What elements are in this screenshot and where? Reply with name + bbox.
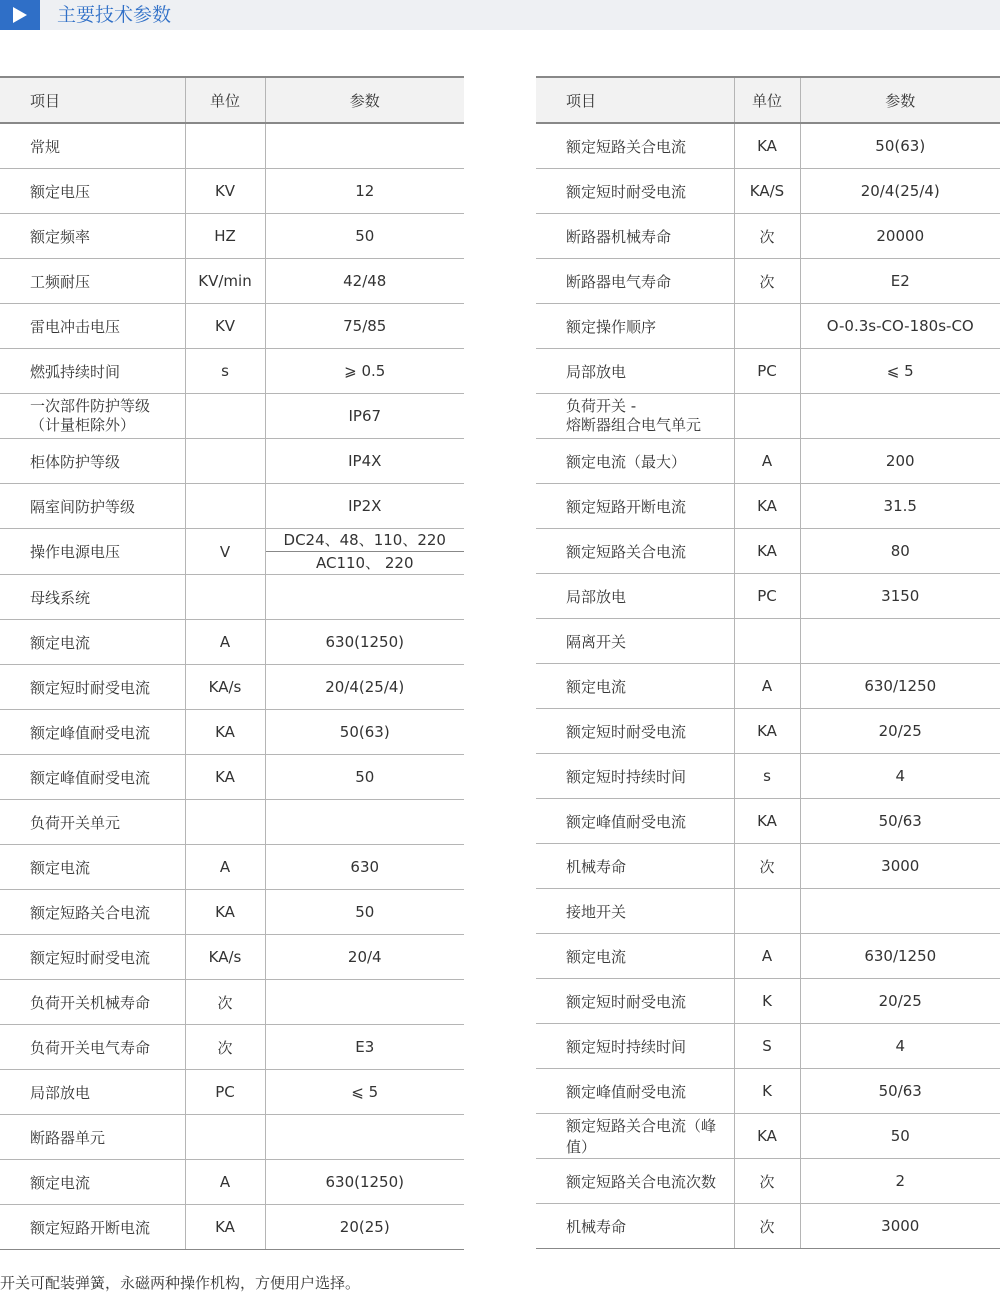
table-row xyxy=(536,169,1000,214)
unit-cell: KA xyxy=(185,890,265,935)
item-cell: 局部放电 xyxy=(0,1070,185,1115)
table-row xyxy=(0,1205,464,1250)
table-row xyxy=(0,845,464,890)
unit-cell: KA xyxy=(734,529,800,574)
param-cell: 50/63 xyxy=(800,799,1000,844)
param-cell: O-0.3s-CO-180s-CO xyxy=(800,304,1000,349)
unit-cell: 次 xyxy=(734,1204,800,1249)
unit-cell: PC xyxy=(185,1070,265,1115)
table-row xyxy=(0,439,464,484)
table-row xyxy=(536,664,1000,709)
item-cell: 额定短时持续时间 xyxy=(536,754,734,799)
play-triangle-icon xyxy=(12,6,28,24)
item-cell: 母线系统 xyxy=(0,575,185,620)
param-cell: IP2X xyxy=(265,484,464,529)
unit-cell: s xyxy=(185,349,265,394)
table-row xyxy=(536,574,1000,619)
column-header-unit: 单位 xyxy=(734,77,800,123)
unit-cell: KA xyxy=(185,1205,265,1250)
param-cell: 4 xyxy=(800,754,1000,799)
unit-cell: 次 xyxy=(734,214,800,259)
unit-cell: s xyxy=(734,754,800,799)
unit-cell: KV xyxy=(185,304,265,349)
param-cell xyxy=(800,394,1000,439)
item-cell: 燃弧持续时间 xyxy=(0,349,185,394)
unit-cell: A xyxy=(185,845,265,890)
param-cell: E3 xyxy=(265,1025,464,1070)
param-cell xyxy=(265,575,464,620)
param-cell: 50/63 xyxy=(800,1069,1000,1114)
param-cell xyxy=(800,889,1000,934)
unit-cell: KA xyxy=(734,1114,800,1159)
param-cell: 50 xyxy=(800,1114,1000,1159)
unit-cell: PC xyxy=(734,574,800,619)
param-cell: 20000 xyxy=(800,214,1000,259)
column-header-param: 参数 xyxy=(265,77,464,123)
item-cell: 额定电流（最大） xyxy=(536,439,734,484)
item-cell: 额定短路关合电流（峰值） xyxy=(536,1114,734,1159)
table-row xyxy=(536,439,1000,484)
table-row xyxy=(536,1114,1000,1159)
footnote: 开关可配装弹簧，永磁两种操作机构，方便用户选择。 xyxy=(0,1274,361,1292)
param-line: AC110、 220 xyxy=(266,551,465,574)
item-cell: 负荷开关单元 xyxy=(0,800,185,845)
unit-cell: KV/min xyxy=(185,259,265,304)
param-cell: 20/25 xyxy=(800,709,1000,754)
unit-cell xyxy=(185,575,265,620)
table-row xyxy=(0,890,464,935)
unit-cell: 次 xyxy=(734,259,800,304)
item-cell: 额定短路关合电流 xyxy=(536,529,734,574)
item-cell: 额定短时耐受电流 xyxy=(536,169,734,214)
param-cell: E2 xyxy=(800,259,1000,304)
table-row xyxy=(536,889,1000,934)
table-row xyxy=(0,1115,464,1160)
table-row xyxy=(536,844,1000,889)
param-cell: 20/4 xyxy=(265,935,464,980)
multiline-label: 负荷开关 - 熔断器组合电气单元 xyxy=(566,397,702,434)
unit-cell: K xyxy=(734,1069,800,1114)
unit-cell: 次 xyxy=(734,1159,800,1204)
table-row xyxy=(536,304,1000,349)
param-line: DC24、48、110、220 xyxy=(283,531,446,549)
item-cell: 负荷开关机械寿命 xyxy=(0,980,185,1025)
table-row xyxy=(536,123,1000,169)
item-cell: 额定电流 xyxy=(0,845,185,890)
table-row xyxy=(0,214,464,259)
item-cell: 额定短时耐受电流 xyxy=(536,979,734,1024)
item-cell: 额定电流 xyxy=(0,1160,185,1205)
item-cell: 额定短时耐受电流 xyxy=(536,709,734,754)
unit-cell xyxy=(185,1115,265,1160)
param-cell: IP67 xyxy=(265,394,464,439)
table-row xyxy=(536,214,1000,259)
unit-cell: KA xyxy=(734,709,800,754)
table-row xyxy=(0,800,464,845)
param-cell: 80 xyxy=(800,529,1000,574)
item-cell: 断路器单元 xyxy=(0,1115,185,1160)
table-row xyxy=(536,1159,1000,1204)
table-row xyxy=(0,1160,464,1205)
item-cell: 机械寿命 xyxy=(536,1204,734,1249)
unit-cell: KV xyxy=(185,169,265,214)
item-cell: 额定峰值耐受电流 xyxy=(536,799,734,844)
table-row xyxy=(536,349,1000,394)
table-row xyxy=(536,1069,1000,1114)
param-cell xyxy=(265,123,464,169)
param-cell: 3150 xyxy=(800,574,1000,619)
table-row xyxy=(0,304,464,349)
item-cell: 额定短路关合电流 xyxy=(536,123,734,169)
param-cell: 630(1250) xyxy=(265,1160,464,1205)
table-row xyxy=(0,980,464,1025)
section-title: 主要技术参数 xyxy=(57,4,172,26)
item-cell: 额定峰值耐受电流 xyxy=(0,755,185,800)
item-cell: 接地开关 xyxy=(536,889,734,934)
section-badge xyxy=(0,0,40,30)
unit-cell xyxy=(185,394,265,439)
param-cell: 20(25) xyxy=(265,1205,464,1250)
table-row xyxy=(536,799,1000,844)
item-cell: 额定电流 xyxy=(536,664,734,709)
param-cell: 50(63) xyxy=(265,710,464,755)
item-cell: 断路器机械寿命 xyxy=(536,214,734,259)
table-row xyxy=(536,1024,1000,1069)
table-row xyxy=(0,259,464,304)
item-cell: 局部放电 xyxy=(536,574,734,619)
item-cell: 额定短路关合电流 xyxy=(0,890,185,935)
param-cell: 630 xyxy=(265,845,464,890)
table-row xyxy=(0,349,464,394)
param-cell: 50 xyxy=(265,755,464,800)
unit-cell xyxy=(734,394,800,439)
table-row xyxy=(0,1070,464,1115)
table-row xyxy=(536,754,1000,799)
unit-cell: KA/s xyxy=(185,665,265,710)
item-cell: 断路器电气寿命 xyxy=(536,259,734,304)
table-row xyxy=(0,935,464,980)
item-cell: 隔离开关 xyxy=(536,619,734,664)
unit-cell: PC xyxy=(734,349,800,394)
param-cell: 12 xyxy=(265,169,464,214)
param-cell: 630/1250 xyxy=(800,664,1000,709)
param-cell xyxy=(265,1115,464,1160)
unit-cell: 次 xyxy=(734,844,800,889)
param-cell: IP4X xyxy=(265,439,464,484)
unit-cell: A xyxy=(185,1160,265,1205)
unit-cell: KA/S xyxy=(734,169,800,214)
table-row xyxy=(0,394,464,439)
unit-cell: KA xyxy=(734,484,800,529)
item-cell: 机械寿命 xyxy=(536,844,734,889)
param-cell: ⩾ 0.5 xyxy=(265,349,464,394)
column-header-unit: 单位 xyxy=(185,77,265,123)
item-cell: 额定短路开断电流 xyxy=(536,484,734,529)
section-header xyxy=(0,0,1000,30)
param-cell: 75/85 xyxy=(265,304,464,349)
param-cell: ⩽ 5 xyxy=(265,1070,464,1115)
param-cell: 630/1250 xyxy=(800,934,1000,979)
column-header-item: 项目 xyxy=(0,77,185,123)
unit-cell xyxy=(185,123,265,169)
table-row xyxy=(0,123,464,169)
item-cell: 额定频率 xyxy=(0,214,185,259)
item-cell: 负荷开关电气寿命 xyxy=(0,1025,185,1070)
item-cell xyxy=(0,394,185,439)
unit-cell: HZ xyxy=(185,214,265,259)
param-cell: 31.5 xyxy=(800,484,1000,529)
item-cell: 额定短路开断电流 xyxy=(0,1205,185,1250)
table-header-row xyxy=(0,77,464,123)
table-row xyxy=(536,934,1000,979)
item-cell: 额定短时耐受电流 xyxy=(0,665,185,710)
param-cell: 630(1250) xyxy=(265,620,464,665)
param-cell: 200 xyxy=(800,439,1000,484)
param-cell: 50 xyxy=(265,890,464,935)
table-row xyxy=(536,979,1000,1024)
table-row xyxy=(536,1204,1000,1249)
table-row xyxy=(536,484,1000,529)
table-row xyxy=(0,169,464,214)
item-cell: 柜体防护等级 xyxy=(0,439,185,484)
param-cell: 20/4(25/4) xyxy=(800,169,1000,214)
unit-cell xyxy=(185,484,265,529)
unit-cell: A xyxy=(185,620,265,665)
param-cell: 20/4(25/4) xyxy=(265,665,464,710)
unit-cell xyxy=(734,889,800,934)
column-header-param: 参数 xyxy=(800,77,1000,123)
unit-cell xyxy=(734,304,800,349)
item-cell: 额定短时耐受电流 xyxy=(0,935,185,980)
unit-cell: 次 xyxy=(185,980,265,1025)
item-cell: 额定峰值耐受电流 xyxy=(536,1069,734,1114)
unit-cell: KA xyxy=(185,755,265,800)
item-cell: 额定操作顺序 xyxy=(536,304,734,349)
param-cell xyxy=(265,529,464,575)
item-cell: 操作电源电压 xyxy=(0,529,185,575)
item-cell: 雷电冲击电压 xyxy=(0,304,185,349)
column-header-item: 项目 xyxy=(536,77,734,123)
unit-cell: KA/s xyxy=(185,935,265,980)
item-cell: 常规 xyxy=(0,123,185,169)
param-cell: 20/25 xyxy=(800,979,1000,1024)
unit-cell: KA xyxy=(734,799,800,844)
left-spec-table xyxy=(0,76,464,1250)
table-row xyxy=(0,710,464,755)
item-cell: 工频耐压 xyxy=(0,259,185,304)
table-row xyxy=(536,259,1000,304)
table-row xyxy=(0,620,464,665)
param-cell: ⩽ 5 xyxy=(800,349,1000,394)
unit-cell xyxy=(734,619,800,664)
item-cell: 隔室间防护等级 xyxy=(0,484,185,529)
item-cell: 局部放电 xyxy=(536,349,734,394)
item-cell: 额定电流 xyxy=(536,934,734,979)
unit-cell: V xyxy=(185,529,265,575)
param-cell: 50(63) xyxy=(800,123,1000,169)
unit-cell: 次 xyxy=(185,1025,265,1070)
item-cell: 额定电压 xyxy=(0,169,185,214)
param-cell: 50 xyxy=(265,214,464,259)
unit-cell: KA xyxy=(185,710,265,755)
item-cell xyxy=(536,394,734,439)
table-row xyxy=(0,575,464,620)
table-header-row xyxy=(536,77,1000,123)
item-cell: 额定峰值耐受电流 xyxy=(0,710,185,755)
param-cell: 42/48 xyxy=(265,259,464,304)
param-cell: 3000 xyxy=(800,844,1000,889)
param-cell xyxy=(800,619,1000,664)
unit-cell: S xyxy=(734,1024,800,1069)
table-row xyxy=(0,529,464,575)
right-spec-table xyxy=(536,76,1000,1249)
table-row xyxy=(536,394,1000,439)
unit-cell: K xyxy=(734,979,800,1024)
unit-cell: A xyxy=(734,664,800,709)
unit-cell: A xyxy=(734,934,800,979)
table-row xyxy=(0,665,464,710)
unit-cell: A xyxy=(734,439,800,484)
param-cell: 4 xyxy=(800,1024,1000,1069)
unit-cell xyxy=(185,439,265,484)
item-cell: 额定短路关合电流次数 xyxy=(536,1159,734,1204)
table-row xyxy=(0,755,464,800)
table-row xyxy=(536,709,1000,754)
unit-cell xyxy=(185,800,265,845)
param-cell: 3000 xyxy=(800,1204,1000,1249)
table-row xyxy=(0,484,464,529)
param-cell xyxy=(265,800,464,845)
item-cell: 额定短时持续时间 xyxy=(536,1024,734,1069)
item-cell: 额定电流 xyxy=(0,620,185,665)
table-row xyxy=(0,1025,464,1070)
table-row xyxy=(536,529,1000,574)
unit-cell: KA xyxy=(734,123,800,169)
param-cell xyxy=(265,980,464,1025)
table-row xyxy=(536,619,1000,664)
param-cell: 2 xyxy=(800,1159,1000,1204)
multiline-label: 一次部件防护等级 （计量柜除外） xyxy=(30,397,151,434)
